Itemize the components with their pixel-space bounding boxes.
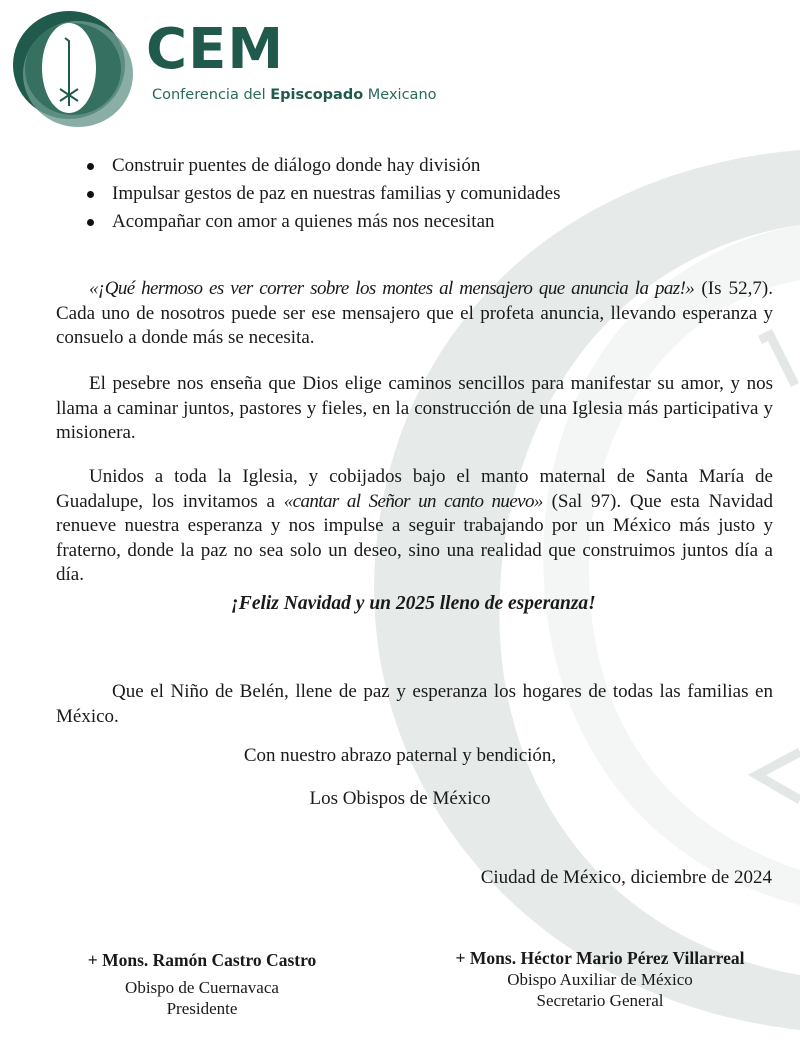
closing-line: Con nuestro abrazo paternal y bendición, bbox=[243, 745, 557, 766]
paragraph-nino-belen: Que el Niño de Belén, llene de paz y esperanza los hogares de todas las familias en México. bbox=[56, 681, 773, 727]
bullet-dot-icon bbox=[87, 163, 94, 170]
logo-subtitle-pre: Conferencia del bbox=[152, 87, 271, 103]
logo-subtitle bbox=[152, 87, 437, 103]
paragraph-pesebre: El pesebre nos enseña que Dios elige caminos sencillos para manifestar su amor, y nos llama a caminar juntos, pastores y fieles, en la construcción de una Iglesia más participativa y misionera. bbox=[56, 373, 773, 443]
signatory-role: Obispo Auxiliar de México bbox=[507, 970, 693, 989]
bullet-dot-icon bbox=[87, 191, 94, 198]
signoff: Los Obispos de México bbox=[309, 788, 491, 809]
place-date: Ciudad de México, diciembre de 2024 bbox=[480, 867, 772, 888]
signature-president bbox=[62, 950, 342, 1019]
paragraph-text: Unidos a toda la Iglesia, y cobijados bajo el manto maternal de Santa María de Guadalupe, los invitamos a bbox=[56, 466, 773, 512]
psalm-quote: «cantar al Señor un canto nuevo» bbox=[283, 490, 543, 512]
paragraph-text: (Sal 97). Que esta Navidad renueve nuestra esperanza y nos impulse a seguir trabajando por un México más justo y fraterno, donde la paz no sea solo un deseo, sino una realidad que construimos juntos día a día. bbox=[56, 490, 774, 585]
logo-acronym: CEM bbox=[146, 17, 285, 82]
isaiah-quote: «¡Qué hermoso es ver correr sobre los montes al mensajero que anuncia la paz!» bbox=[89, 278, 695, 299]
bullet-text: Acompañar con amor a quienes más nos necesitan bbox=[112, 211, 495, 232]
signatory-title: Presidente bbox=[166, 999, 238, 1018]
signatory-name: + Mons. Ramón Castro Castro bbox=[87, 950, 317, 970]
signature-secretary bbox=[420, 948, 780, 1011]
bullet-item bbox=[84, 208, 561, 236]
signatory-name: + Mons. Héctor Mario Pérez Villarreal bbox=[455, 948, 745, 968]
logo-subtitle-bold: Episcopado bbox=[270, 87, 364, 103]
bullet-item bbox=[84, 180, 561, 208]
bullet-item bbox=[84, 152, 561, 180]
signatory-title: Secretario General bbox=[536, 991, 664, 1010]
paragraph-text: (Is 52,7). Cada uno de nosotros puede ser ese mensajero que el profeta anuncia, llevando esperanza y consuelo a donde más se necesita. bbox=[56, 278, 773, 348]
logo-subtitle-post: Mexicano bbox=[363, 87, 437, 103]
paragraph-isaiah bbox=[56, 277, 773, 351]
bullet-text: Construir puentes de diálogo donde hay división bbox=[112, 155, 481, 176]
cem-logo-icon bbox=[12, 8, 134, 130]
bullet-text: Impulsar gestos de paz en nuestras familias y comunidades bbox=[112, 183, 561, 204]
paragraph-guadalupe bbox=[56, 465, 773, 588]
bullet-list bbox=[84, 152, 561, 236]
christmas-greeting: ¡Feliz Navidad y un 2025 lleno de esperanza! bbox=[231, 593, 596, 614]
signatory-role: Obispo de Cuernavaca bbox=[125, 978, 279, 997]
bullet-dot-icon bbox=[87, 219, 94, 226]
